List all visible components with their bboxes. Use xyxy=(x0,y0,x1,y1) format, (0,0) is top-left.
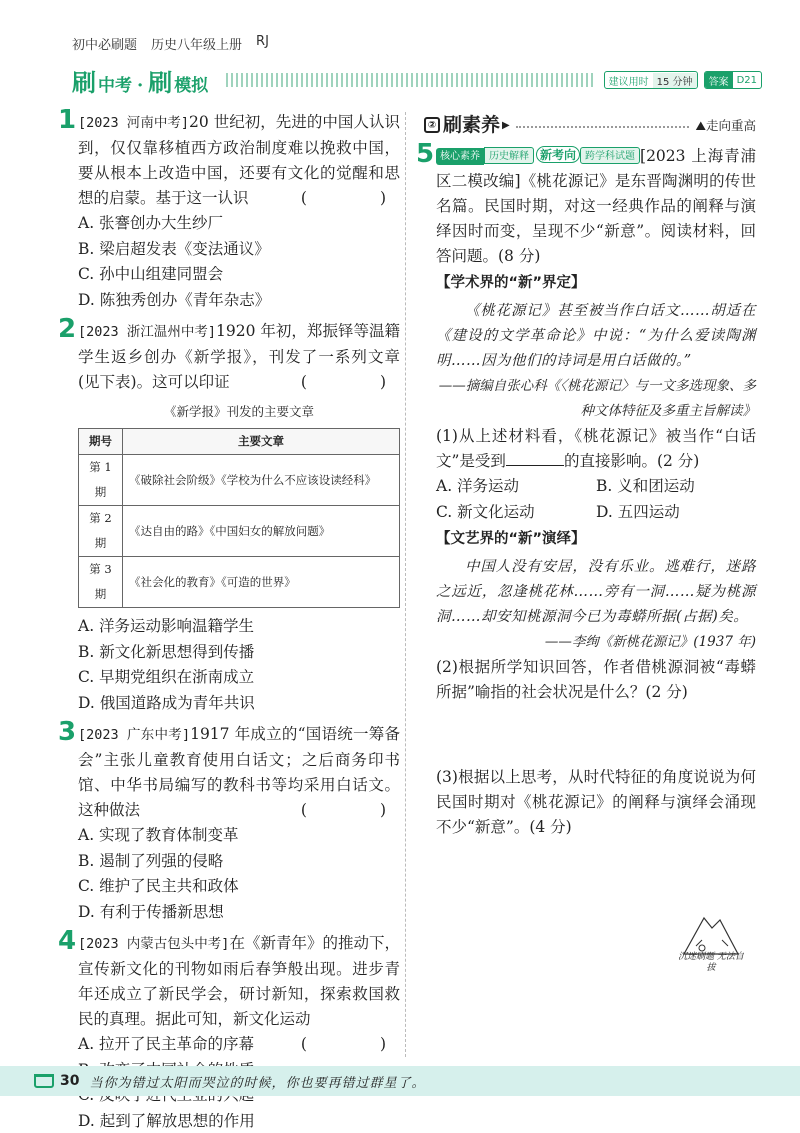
question-number: 5 xyxy=(416,139,435,169)
section-title: 刷素养 xyxy=(443,113,501,136)
material-1-heading: 【学术界的“新”界定】 xyxy=(436,275,586,291)
illustration-caption: 沉迷刷题 无法自拔 xyxy=(678,952,744,973)
stairs-icon: ⛰ xyxy=(695,117,706,133)
page-header xyxy=(72,34,269,53)
left-column xyxy=(58,105,400,1133)
table-title: 《新学报》刊发的主要文章 xyxy=(163,404,314,419)
brand-word: 模拟 xyxy=(174,75,209,96)
answer-ref xyxy=(704,71,762,89)
sub-question-3: (3)根据以上思考，从时代特征的角度说说为何民国时期对《桃花源记》的阐释与演绎会涌现不少“新意”。(4 分) xyxy=(436,768,756,836)
brand-char: 刷 xyxy=(72,68,96,97)
brand-title xyxy=(72,63,208,98)
section-header xyxy=(424,112,756,138)
answer-paren: ( ) xyxy=(300,801,400,819)
option-d[interactable]: D. 五四运动 xyxy=(596,502,680,521)
suggested-time xyxy=(604,71,698,89)
brand-word: 中考 xyxy=(98,75,132,96)
question-5 xyxy=(416,139,756,840)
edition: RJ xyxy=(256,34,269,49)
page-number: 30 xyxy=(60,1073,80,1089)
option-d[interactable]: D. 俄国道路成为青年共识 xyxy=(78,693,255,712)
option-a[interactable]: A. 实现了教育体制变革 xyxy=(78,826,239,844)
tag-history-explanation: 历史解释 xyxy=(484,147,534,164)
table-cell: 《社会化的教育》《可造的世界》 xyxy=(123,557,400,608)
question-source: [2023 广东中考] xyxy=(78,727,191,743)
book-name: 历史八年级上册 xyxy=(151,38,243,53)
sub-question-1 xyxy=(436,424,756,474)
question-source: [2023 内蒙古包头中考] xyxy=(78,936,230,952)
answer-page: D21 xyxy=(736,74,757,86)
option-a[interactable]: A. 洋务运动 xyxy=(436,477,520,495)
articles-table xyxy=(78,428,400,608)
time-value: 15 分钟 xyxy=(653,73,697,88)
sub-question-text: 的直接影响。(2 分) xyxy=(563,452,700,470)
section-banner xyxy=(72,62,762,98)
right-column xyxy=(416,112,756,846)
material-1-text: 《桃花源记》甚至被当作白话文……胡适在《建设的文学革命论》中说：“为什么爱读陶渊明……因为他们的诗词是用白话做的。” xyxy=(436,303,756,369)
option-b[interactable]: B. 遏制了列强的侵略 xyxy=(78,851,224,870)
answer-space[interactable] xyxy=(436,705,756,765)
question-text: 20 世纪初，先进的中国人认识到，仅仅靠移植西方政治制度难以挽救中国，要从根本上改造中国，还要有文化的觉醒和思想的启蒙。基于这一认识 xyxy=(78,113,400,207)
question-text: 在《新青年》的推动下，宣传新文化的刊物如雨后春笋般出现。进步青年还成立了新民学会，研讨新知，探索救国救民的真理。据此可知，新文化运动 xyxy=(78,934,400,1028)
footer-motto: 当你为错过太阳而哭泣的时候，你也要再错过群星了。 xyxy=(89,1075,426,1091)
option-c[interactable]: C. 早期党组织在浙南成立 xyxy=(78,668,255,686)
option-a[interactable]: A. 张謇创办大生纱厂 xyxy=(78,214,224,232)
table-cell: 第 1 期 xyxy=(79,455,123,506)
option-c[interactable]: C. 新文化运动 xyxy=(436,502,535,521)
table-header: 期号 xyxy=(79,429,123,455)
question-2 xyxy=(58,314,400,716)
table-cell: 第 2 期 xyxy=(79,506,123,557)
table-header-row xyxy=(79,429,400,455)
section-subtitle-text: 走向重高 xyxy=(705,117,756,133)
tag-cross-subject: 跨学科试题 xyxy=(580,147,640,164)
time-label: 建议用时 xyxy=(608,76,649,88)
banner-stripes xyxy=(226,73,595,87)
section-number-icon: ② xyxy=(424,117,440,133)
table-cell: 第 3 期 xyxy=(79,557,123,608)
dotted-line xyxy=(516,126,690,128)
question-stem xyxy=(78,319,400,395)
question-4 xyxy=(58,926,400,1133)
question-source: [2023 浙江温州中考] xyxy=(78,324,216,340)
brand-char: 刷 xyxy=(148,68,173,97)
table-header: 主要文章 xyxy=(123,429,400,455)
section-subtitle xyxy=(695,113,756,138)
cart-icon xyxy=(34,1074,54,1088)
table-row xyxy=(79,557,400,608)
question-number: 3 xyxy=(58,717,77,747)
sub-question-2: (2)根据所学知识回答，作者借桃源洞被“毒蟒所据”喻指的社会状况是什么？(2 分) xyxy=(436,658,756,701)
page-footer xyxy=(0,1066,800,1096)
option-d[interactable]: D. 陈独秀创办《青年杂志》 xyxy=(78,290,271,309)
material-2-heading: 【文艺界的“新”演绎】 xyxy=(436,531,586,547)
question-stem xyxy=(78,110,400,211)
sub-question-text: (1)从上述材料看，《桃花源记》被当作“白话文”是受到 xyxy=(436,427,756,470)
table-row xyxy=(79,506,400,557)
question-stem xyxy=(436,144,756,269)
play-arrow-icon: ▶ xyxy=(502,119,510,131)
tag-new-direction: 新考向 xyxy=(536,146,580,163)
material-1-citation: ——摘编自张心科《〈桃花源记〉与一文多选现象、多种文体特征及多重主旨解读》 xyxy=(438,378,756,419)
answer-paren: ( ) xyxy=(300,373,400,391)
sub-question-1-options xyxy=(436,474,756,525)
answer-paren: ( ) xyxy=(300,189,400,207)
option-c[interactable]: C. 孙中山组建同盟会 xyxy=(78,265,224,283)
material-2-text: 中国人没有安居，没有乐业。逃难行，迷路之远近，忽逢桃花林……旁有一洞……疑为桃源洞……却安知桃源洞今已为毒蟒所据(占据)矣。 xyxy=(436,559,756,625)
table-cell: 《达自由的路》《中国妇女的解放问题》 xyxy=(123,506,400,557)
answer-blank[interactable] xyxy=(506,450,564,466)
option-a[interactable]: A. 洋务运动影响温籍学生 xyxy=(78,617,255,635)
question-text: 1920 年初，郑振铎等温籍学生返乡创办《新学报》，刊发了一系列文章(见下表)。这可以印证 xyxy=(78,322,400,391)
option-d[interactable]: D. 起到了解放思想的作用 xyxy=(78,1111,255,1130)
question-text: [2023 上海青浦区二模改编]《桃花源记》是东晋陶渊明的传世名篇。民国时期，对这一经典作品的阐释与演绎因时而变，呈现不少“新意”。阅读材料，回答问题。(8 分) xyxy=(436,147,756,265)
option-b[interactable]: B. 新文化新思想得到传播 xyxy=(78,642,255,661)
column-divider xyxy=(405,112,406,1057)
option-b[interactable]: B. 义和团运动 xyxy=(596,477,695,495)
question-source: [2023 河南中考] xyxy=(78,115,190,131)
question-1 xyxy=(58,105,400,313)
table-row xyxy=(79,455,400,506)
question-number: 4 xyxy=(58,926,77,956)
question-text: 1917 年成立的“国语统一筹备会”主张儿童教育使用白话文；之后商务印书馆、中华书局编写的教科书等均采用白话文。这种做法 xyxy=(78,725,400,819)
option-b[interactable]: B. 梁启超发表《变法通议》 xyxy=(78,239,270,258)
question-number: 2 xyxy=(58,314,77,344)
option-a[interactable]: A. 拉开了民主革命的序幕 xyxy=(78,1035,255,1053)
series-name: 初中必刷题 xyxy=(72,38,138,53)
question-stem xyxy=(78,722,400,823)
answer-paren: ( ) xyxy=(300,1035,400,1053)
question-3 xyxy=(58,717,400,925)
option-d[interactable]: D. 有利于传播新思想 xyxy=(78,902,224,921)
material-2-citation: ——李绚《新桃花源记》(1937 年) xyxy=(544,634,756,650)
brand-dot: · xyxy=(137,74,144,96)
answer-label: 答案 xyxy=(705,72,733,88)
question-number: 1 xyxy=(58,105,77,135)
option-c[interactable]: C. 维护了民主共和政体 xyxy=(78,877,239,895)
table-cell: 《破除社会阶级》《学校为什么不应该设读经科》 xyxy=(123,455,400,506)
tag-core-literacy: 核心素养 xyxy=(436,148,484,165)
